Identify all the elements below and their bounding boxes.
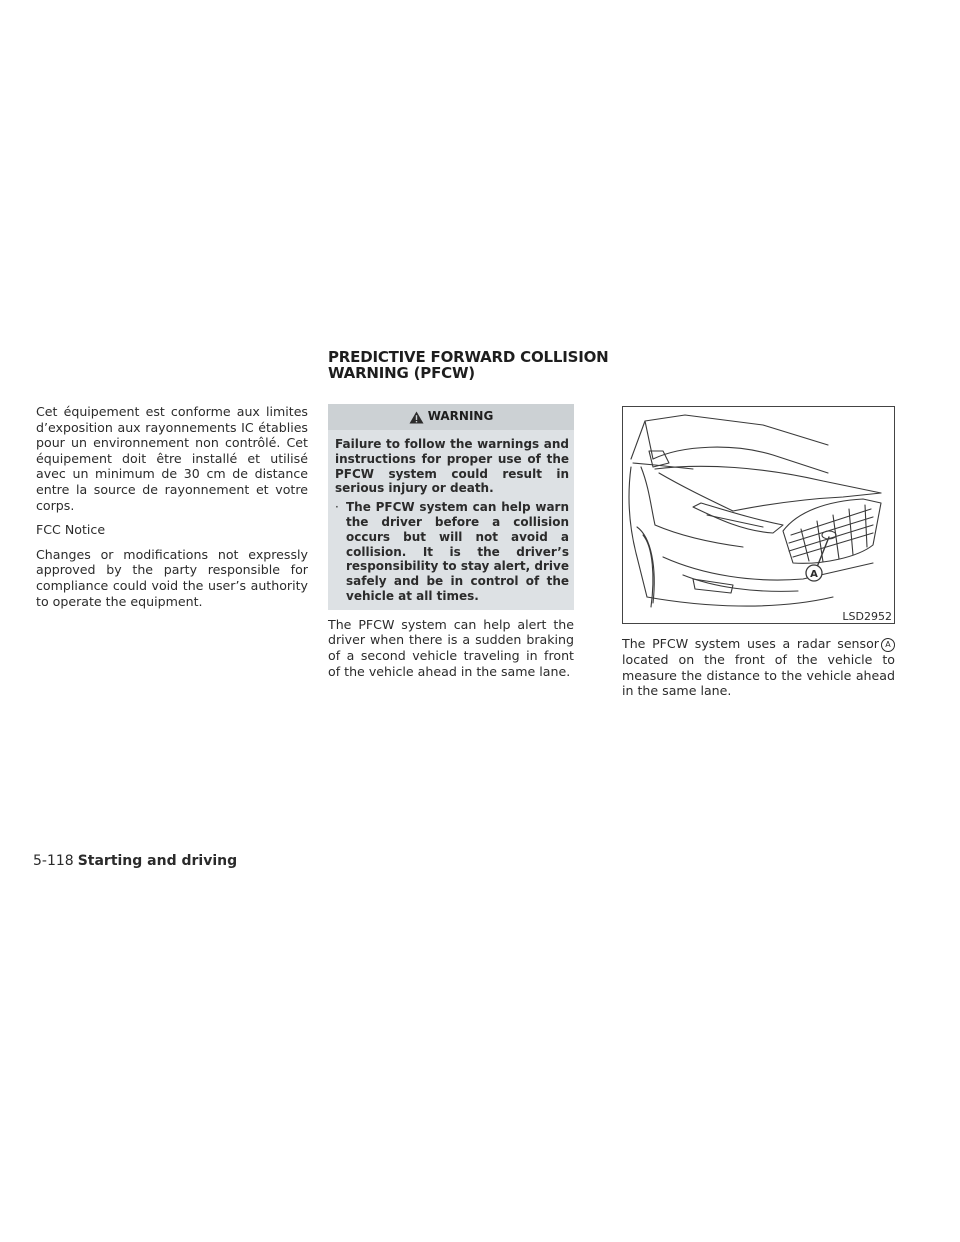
radar-text-before: The PFCW system uses a radar sensor [622, 636, 879, 651]
page-footer [33, 853, 237, 869]
radar-text-after: located on the front of the vehicle to measure the distance to the vehicle ahead in the same lane. [622, 652, 895, 699]
figure-callout-label: A [810, 569, 818, 580]
section-name: Starting and driving [77, 853, 238, 869]
section-title: PREDICTIVE FORWARD COLLISION WARNING (PFCW) [328, 348, 609, 382]
warning-box [328, 404, 574, 610]
warning-list-item [335, 500, 569, 604]
callout-ref-a: A [881, 638, 895, 652]
left-column [36, 404, 308, 618]
warning-item-text: The PFCW system can help warn the driver before a collision occurs but will not avoid a collision. It is the driver’s responsibility to stay alert, drive safely and be in control of the vehicle at all times. [346, 500, 569, 603]
warning-body [328, 430, 574, 610]
pfcw-description-paragraph: The PFCW system can help alert the driver when there is a sudden braking of a second vehicle traveling in front of the vehicle ahead in the same lane. [328, 616, 574, 679]
warning-lead: Failure to follow the warnings and instructions for proper use of the PFCW system could result in serious injury or death. [335, 437, 569, 496]
bullet: · [335, 500, 339, 515]
warning-heading: WARNING [427, 409, 494, 424]
fcc-notice-heading: FCC Notice [36, 522, 106, 538]
ic-compliance-paragraph: Cet équipement est conforme aux limites d’exposition aux rayonnements IC établies pour un environnement non contrôlé. Cet équipement doit être installé et utilisé avec un minimum de 30 cm de distance entre la source de rayonnement et votre corps. [36, 404, 308, 513]
warning-header [328, 404, 574, 430]
right-column [622, 406, 895, 708]
warning-triangle-icon [409, 411, 424, 424]
middle-column [328, 404, 574, 688]
vehicle-illustration [622, 406, 895, 624]
radar-sensor-paragraph [622, 636, 895, 699]
fcc-changes-paragraph: Changes or modifications not expressly approved by the party responsible for compliance could void the user’s authority to operate the equipment. [36, 546, 308, 609]
vehicle-front-drawing [623, 407, 894, 623]
page-number: 5-118 [33, 853, 74, 869]
figure-code: LSD2952 [842, 610, 892, 623]
